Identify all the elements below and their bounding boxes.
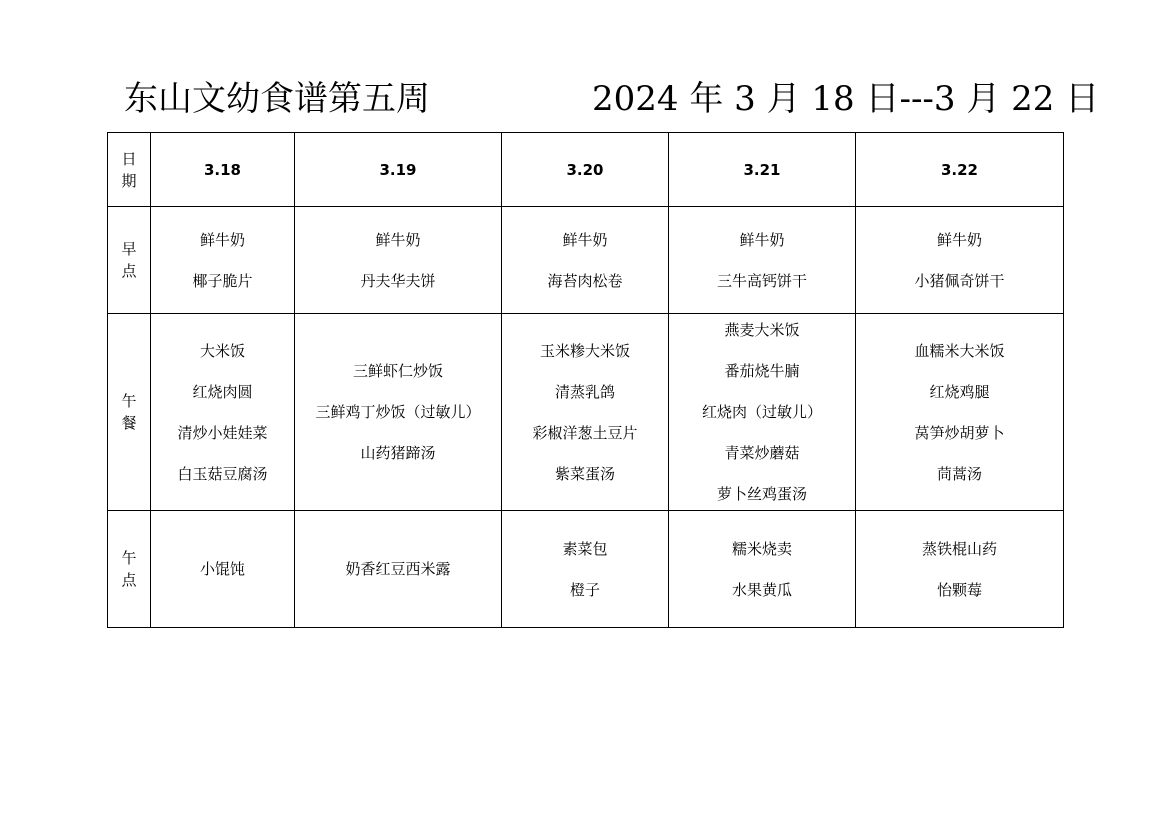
date-cell: 3.21 — [669, 133, 856, 207]
breakfast-cell — [856, 207, 1064, 314]
menu-item: 红烧肉（过敏儿） — [701, 403, 822, 421]
date-cell: 3.19 — [295, 133, 502, 207]
date-cell: 3.20 — [502, 133, 669, 207]
lunch-cell — [295, 314, 502, 511]
snack-cell — [295, 511, 502, 628]
menu-item: 茼蒿汤 — [936, 464, 982, 483]
menu-item: 小猪佩奇饼干 — [914, 271, 1005, 290]
menu-item: 三鲜鸡丁炒饭（过敏儿） — [315, 403, 481, 421]
menu-item: 莴笋炒胡萝卜 — [914, 423, 1005, 442]
menu-item: 彩椒洋葱土豆片 — [532, 423, 638, 442]
weekly-menu-table — [107, 132, 1064, 628]
menu-item: 清炒小娃娃菜 — [177, 423, 268, 442]
menu-item: 红烧鸡腿 — [929, 382, 990, 401]
menu-item: 海苔肉松卷 — [547, 271, 623, 290]
menu-item: 鲜牛奶 — [936, 230, 982, 249]
menu-item: 蒸铁棍山药 — [921, 539, 997, 558]
menu-item: 怡颗莓 — [936, 580, 982, 599]
menu-item: 奶香红豆西米露 — [345, 560, 451, 578]
menu-item: 番茄烧牛腩 — [724, 362, 800, 380]
menu-item: 清蒸乳鸽 — [554, 382, 615, 401]
menu-item: 三鲜虾仁炒饭 — [352, 362, 443, 380]
menu-title: 东山文幼食谱第五周 — [124, 79, 430, 119]
breakfast-row — [108, 207, 1064, 314]
menu-item: 萝卜丝鸡蛋汤 — [716, 485, 807, 503]
menu-item: 鲜牛奶 — [375, 230, 421, 249]
menu-item: 红烧肉圆 — [192, 382, 253, 401]
menu-item: 燕麦大米饭 — [724, 321, 800, 339]
snack-cell — [669, 511, 856, 628]
date-row — [108, 133, 1064, 207]
snack-row — [108, 511, 1064, 628]
date-range: 2024 年 3 月 18 日---3 月 22 日 — [592, 79, 1100, 119]
menu-item: 丹夫华夫饼 — [360, 271, 436, 290]
breakfast-cell — [502, 207, 669, 314]
menu-item: 紫菜蛋汤 — [554, 464, 615, 483]
menu-item: 鲜牛奶 — [199, 230, 245, 249]
menu-item: 青菜炒蘑菇 — [724, 444, 800, 462]
lunch-cell — [669, 314, 856, 511]
date-cell: 3.18 — [151, 133, 295, 207]
row-label-date: 日 期 — [108, 133, 151, 207]
snack-cell — [151, 511, 295, 628]
row-label-lunch: 午 餐 — [108, 314, 151, 511]
menu-item: 水果黄瓜 — [731, 580, 792, 599]
row-label-snack: 午 点 — [108, 511, 151, 628]
menu-item: 山药猪蹄汤 — [360, 444, 436, 462]
menu-item: 玉米糁大米饭 — [539, 341, 630, 360]
snack-cell — [856, 511, 1064, 628]
menu-item: 小馄饨 — [199, 560, 245, 578]
menu-item: 鲜牛奶 — [739, 230, 785, 249]
menu-item: 白玉菇豆腐汤 — [177, 464, 268, 483]
lunch-cell — [502, 314, 669, 511]
menu-item: 橙子 — [569, 580, 600, 599]
row-label-breakfast: 早 点 — [108, 207, 151, 314]
menu-item: 三牛高钙饼干 — [716, 271, 807, 290]
menu-item: 大米饭 — [199, 341, 245, 360]
menu-item: 糯米烧卖 — [731, 539, 792, 558]
lunch-row — [108, 314, 1064, 511]
breakfast-cell — [151, 207, 295, 314]
menu-item: 椰子脆片 — [192, 271, 253, 290]
breakfast-cell — [295, 207, 502, 314]
breakfast-cell — [669, 207, 856, 314]
date-cell: 3.22 — [856, 133, 1064, 207]
snack-cell — [502, 511, 669, 628]
menu-item: 血糯米大米饭 — [914, 341, 1005, 360]
lunch-cell — [856, 314, 1064, 511]
menu-item: 鲜牛奶 — [562, 230, 608, 249]
menu-item: 素菜包 — [562, 539, 608, 558]
lunch-cell — [151, 314, 295, 511]
